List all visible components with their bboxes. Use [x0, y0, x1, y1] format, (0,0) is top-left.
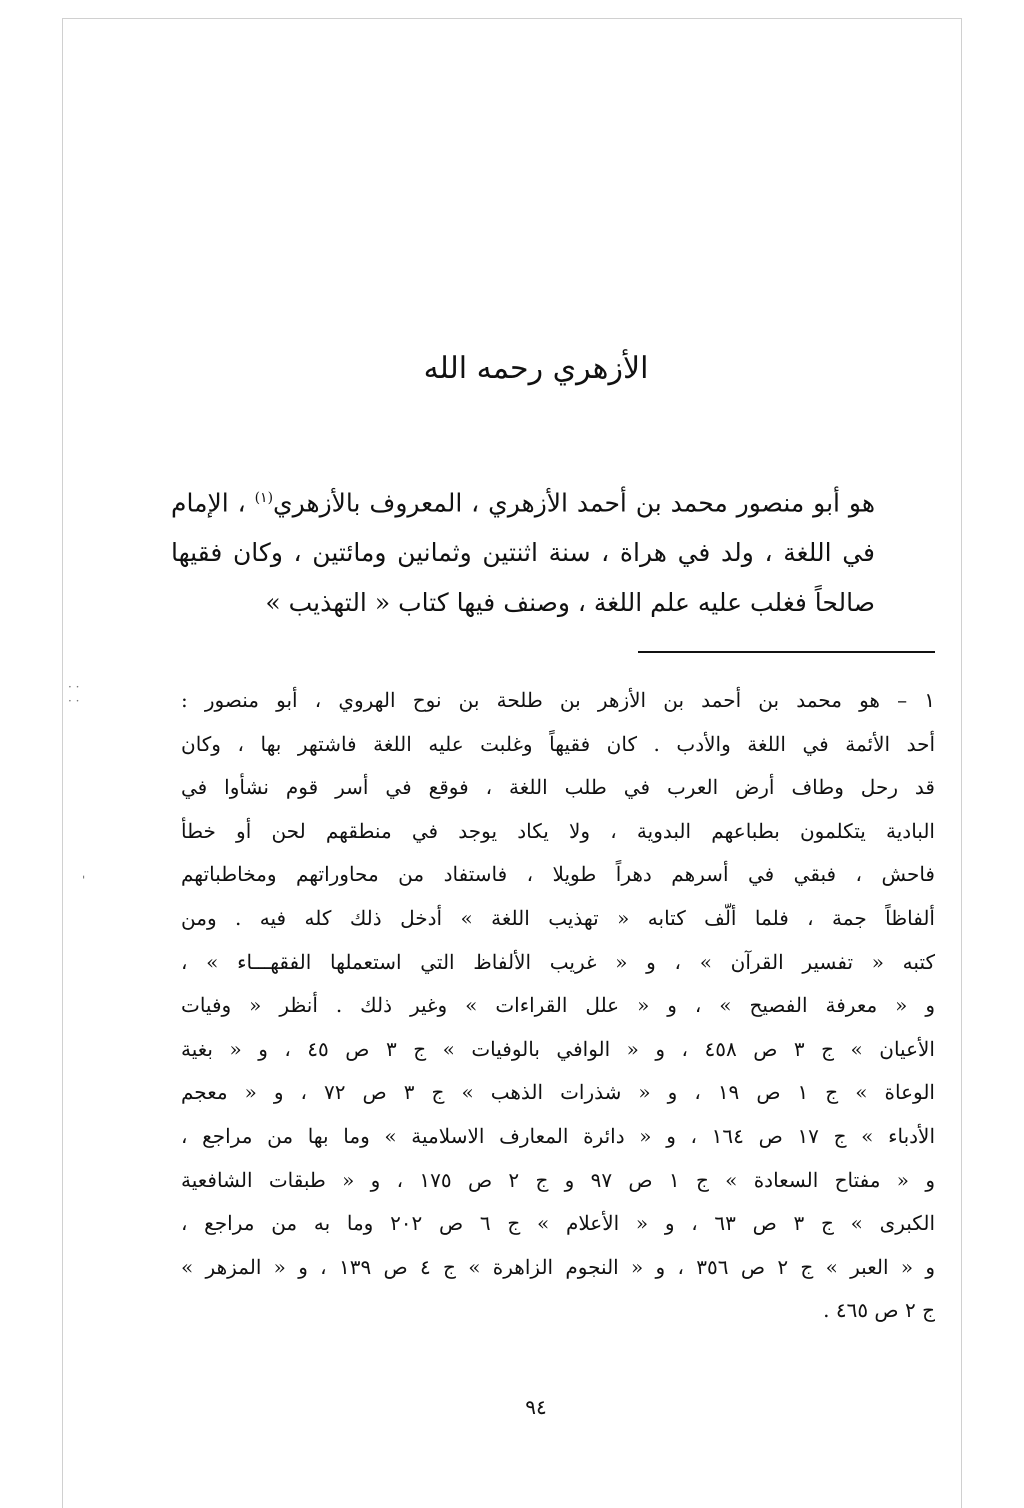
- footnote-line: أحد الأئمة في اللغة والأدب . كان فقيهاً وغلبت عليه اللغة فاشتهر بها ، وكان: [181, 731, 935, 756]
- footnote-line: و « العبر » ج ٢ ص ٣٥٦ ، و « النجوم الزاهرة » ج ٤ ص ١٣٩ ، و « المزهر »: [181, 1254, 935, 1279]
- page-number: ٩٤: [525, 1395, 547, 1419]
- footnote: [181, 679, 935, 1333]
- footnote-line: و « مفتاح السعادة » ج ١ ص ٩٧ و ج ٢ ص ١٧٥ ، و « طبقات الشافعية: [181, 1167, 935, 1192]
- footnote-line: ألفاظاً جمة ، فلما ألّف كتابه « تهذيب اللغة » أدخل ذلك كله فيه . ومن: [181, 905, 935, 930]
- book-page: [62, 18, 962, 1508]
- footnote-line: الأدباء » ج ١٧ ص ١٦٤ ، و « دائرة المعارف الاسلامية » وما بها من مراجع ،: [181, 1123, 935, 1148]
- chapter-title: الأزهري رحمه الله: [423, 351, 649, 386]
- body-text-before-note: هو أبو منصور محمد بن أحمد الأزهري ، المعروف بالأزهري: [273, 488, 875, 518]
- footnote-line: الأعيان » ج ٣ ص ٤٥٨ ، و « الوافي بالوفيات » ج ٣ ص ٤٥ ، و « بغية: [181, 1036, 935, 1061]
- body-text-after-note: ، الإمام في اللغة ، ولد في هراة ، سنة اثنتين وثمانين ومائتين ، وكان فقيها صالحاً فغلب عليه علم اللغة ، وصنف فيها كتاب « التهذيب »: [171, 488, 875, 618]
- footnote-line: فاحش ، فبقي في أسرهم دهراً طويلا ، فاستفاد من محاوراتهم ومخاطباتهم: [181, 862, 935, 887]
- footnote-line: الوعاة » ج ١ ص ١٩ ، و « شذرات الذهب » ج ٣ ص ٧٢ ، و « معجم: [181, 1080, 935, 1105]
- body-paragraph: [171, 473, 875, 628]
- footnote-line: كتبه « تفسير القرآن » ، و « غريب الألفاظ التي استعملها الفقهـــاء » ،: [181, 949, 935, 974]
- footnote-line: و « معرفة الفصيح » ، و « علل القراءات » وغير ذلك . أنظر « وفيات: [181, 993, 935, 1018]
- footnote-line: ج ٢ ص ٤٦٥ .: [823, 1298, 935, 1323]
- scan-margin-marks: · · · ·: [68, 680, 80, 708]
- footnote-line: الكبرى » ج ٣ ص ٦٣ ، و « الأعلام » ج ٦ ص ٢٠٢ وما به من مراجع ،: [181, 1211, 935, 1236]
- footnote-separator: [638, 651, 935, 653]
- footnote-line: قد رحل وطاف أرض العرب في طلب اللغة ، فوقع في أسر قوم نشأوا في: [181, 775, 935, 800]
- footnote-marker: (١): [254, 490, 274, 506]
- footnote-line: البادية يتكلمون بطباعهم البدوية ، ولا يكاد يوجد في منطقهم لحن أو خطأ: [181, 818, 935, 843]
- scan-margin-mark: ˌ: [82, 866, 86, 880]
- footnote-line: ١ – هو محمد بن أحمد بن الأزهر بن طلحة بن نوح الهروي ، أبو منصور :: [181, 688, 935, 712]
